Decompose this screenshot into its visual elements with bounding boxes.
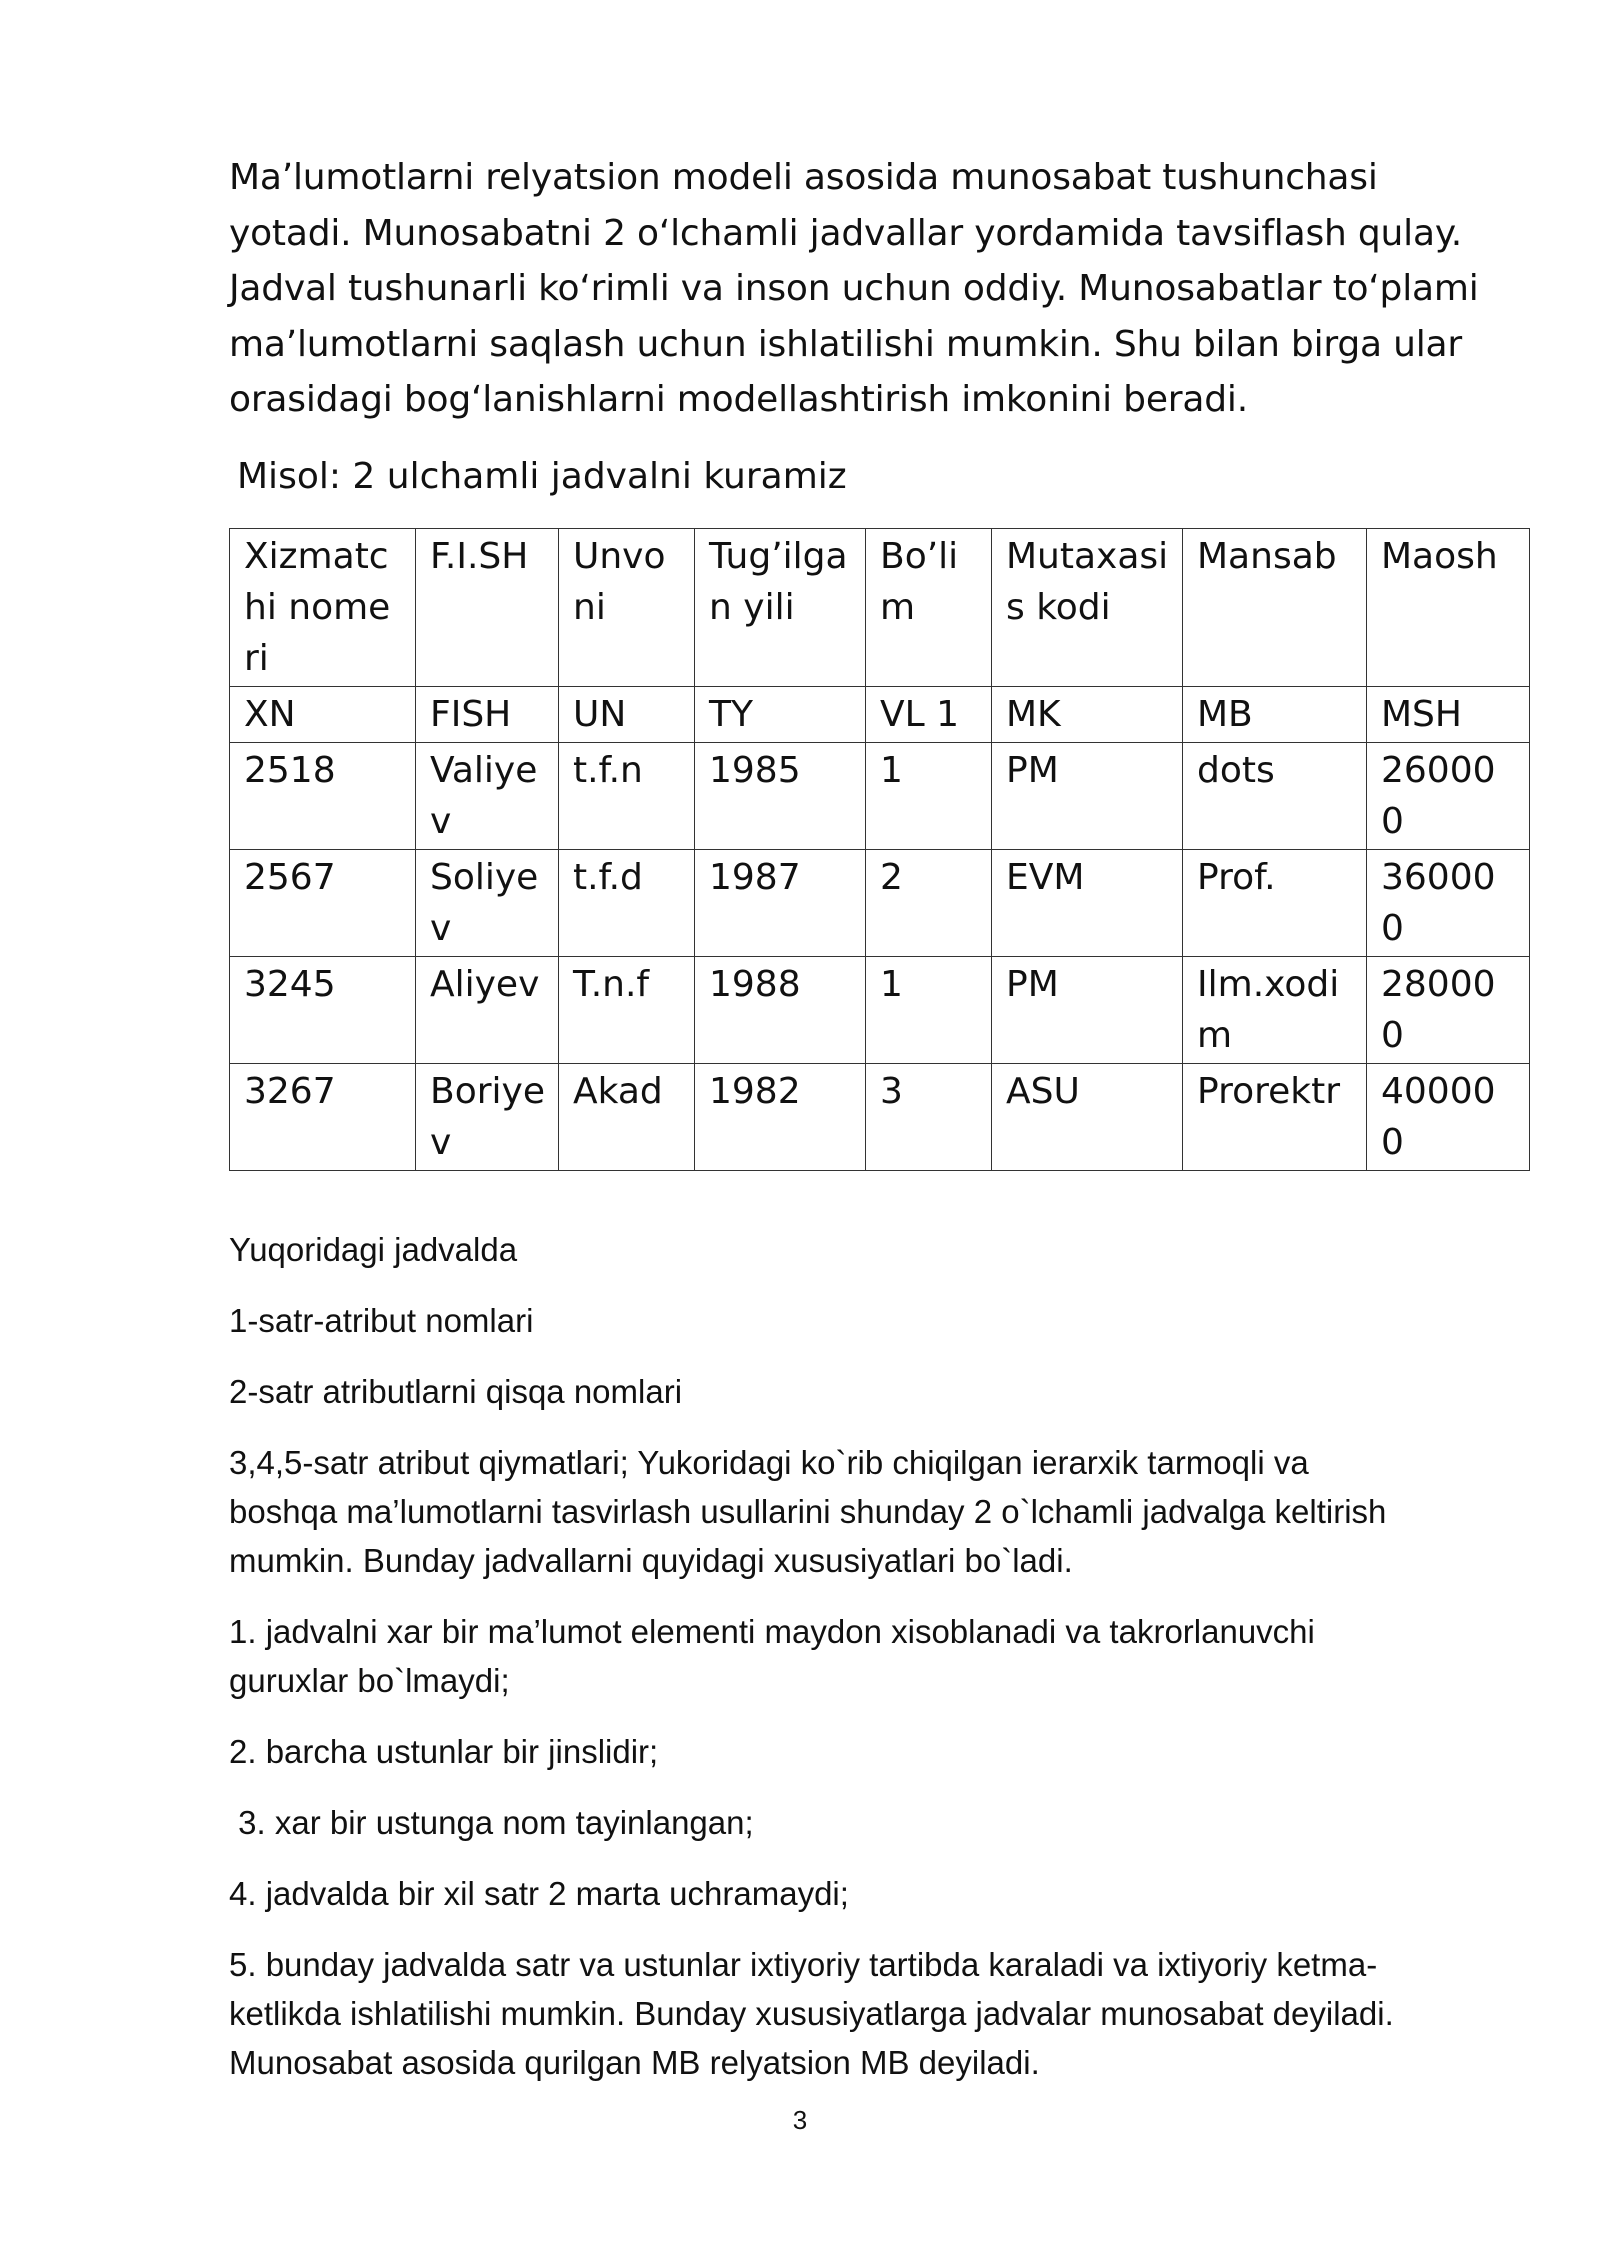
table-cell: Prof. [1183, 850, 1367, 957]
table-cell: 2518 [230, 743, 416, 850]
table-cell: PM [992, 743, 1183, 850]
short-name-cell: MK [992, 687, 1183, 743]
table-cell: dots [1183, 743, 1367, 850]
header-cell: Mutaxasis kodi [992, 529, 1183, 687]
short-name-cell: MSH [1367, 687, 1530, 743]
table-cell: 360000 [1367, 850, 1530, 957]
header-cell: Maosh [1367, 529, 1530, 687]
header-cell: F.I.SH [416, 529, 559, 687]
table-cell: 2567 [230, 850, 416, 957]
property-item-3: 3. xar bir ustunga nom tayinlangan; [229, 1804, 754, 1841]
notes-section [229, 1225, 1549, 2109]
property-item-2: 2. barcha ustunlar bir jinslidir; [229, 1733, 659, 1770]
header-cell: Unvoni [559, 529, 695, 687]
intro-line: yotadi. Munosabatni 2 o‘lchamli jadvallar yordamida tavsiflash qulay. [229, 212, 1463, 254]
header-cell: Bo’lim [866, 529, 992, 687]
table-row [230, 1064, 1530, 1171]
table-cell: 280000 [1367, 957, 1530, 1064]
table-row [230, 850, 1530, 957]
intro-line: ma’lumotlarni saqlash uchun ishlatilishi mumkin. Shu bilan birga ular [229, 323, 1462, 365]
property-item-4: 4. jadvalda bir xil satr 2 marta uchramaydi; [229, 1875, 849, 1912]
table-row [230, 957, 1530, 1064]
note-line: Munosabat asosida qurilgan MB relyatsion MB deyiladi. [229, 2044, 1040, 2081]
table-cell: 1 [866, 957, 992, 1064]
intro-paragraph [229, 150, 1529, 428]
employee-table [229, 528, 1530, 1171]
short-name-cell: VL 1 [866, 687, 992, 743]
short-name-cell: TY [695, 687, 866, 743]
table-cell: t.f.d [559, 850, 695, 957]
note-line: 1. jadvalni xar bir ma’lumot elementi maydon xisoblanadi va takrorlanuvchi [229, 1613, 1315, 1650]
table-cell: Valiyev [416, 743, 559, 850]
notes-heading: Yuqoridagi jadvalda [229, 1231, 518, 1268]
table-cell: t.f.n [559, 743, 695, 850]
note-line: 3,4,5-satr atribut qiymatlari; Yukoridagi ko`rib chiqilgan ierarxik tarmoqli va [229, 1444, 1309, 1481]
header-cell: Xizmatchi nomeri [230, 529, 416, 687]
intro-line: Ma’lumotlarni relyatsion modeli asosida munosabat tushunchasi [229, 157, 1378, 198]
short-name-cell: MB [1183, 687, 1367, 743]
table-row [230, 743, 1530, 850]
note-line: guruxlar bo`lmaydi; [229, 1662, 510, 1699]
table-cell: 3 [866, 1064, 992, 1171]
table-cell: Aliyev [416, 957, 559, 1064]
intro-line: Jadval tushunarli ko‘rimli va inson uchun oddiy. Munosabatlar to‘plami [229, 268, 1479, 309]
table-cell: Akad [559, 1064, 695, 1171]
property-item-5 [229, 1940, 1549, 2087]
table-cell: Soliyev [416, 850, 559, 957]
table-cell: 1 [866, 743, 992, 850]
example-label: Misol: 2 ulchamli jadvalni kuramiz [237, 456, 847, 497]
header-cell: Tug’ilgan yili [695, 529, 866, 687]
table-cell: 1987 [695, 850, 866, 957]
note-line: boshqa ma’lumotlarni tasvirlash usullarini shunday 2 o`lchamli jadvalga keltirish [229, 1493, 1387, 1530]
table-cell: 1985 [695, 743, 866, 850]
table-cell: 3267 [230, 1064, 416, 1171]
page-number: 3 [792, 2105, 808, 2135]
note-row-1: 1-satr-atribut nomlari [229, 1302, 534, 1339]
short-name-cell: FISH [416, 687, 559, 743]
note-row-2: 2-satr atributlarni qisqa nomlari [229, 1373, 683, 1410]
table-cell: ASU [992, 1064, 1183, 1171]
property-item-1 [229, 1607, 1549, 1705]
note-line: mumkin. Bunday jadvallarni quyidagi xususiyatlari bo`ladi. [229, 1542, 1073, 1579]
note-line: 5. bunday jadvalda satr va ustunlar ixtiyoriy tartibda karaladi va ixtiyoriy ketma- [229, 1946, 1378, 1983]
table-cell: 1982 [695, 1064, 866, 1171]
table-cell: T.n.f [559, 957, 695, 1064]
note-line: ketlikda ishlatilishi mumkin. Bunday xususiyatlarga jadvalar munosabat deyiladi. [229, 1995, 1394, 2032]
table-cell: 1988 [695, 957, 866, 1064]
short-name-cell: XN [230, 687, 416, 743]
intro-line: orasidagi bog‘lanishlarni modellashtirish imkonini beradi. [229, 379, 1248, 420]
table-cell: 260000 [1367, 743, 1530, 850]
table-cell: Prorektr [1183, 1064, 1367, 1171]
table-cell: PM [992, 957, 1183, 1064]
table-short-name-row [230, 687, 1530, 743]
table-cell: 2 [866, 850, 992, 957]
table-cell: 400000 [1367, 1064, 1530, 1171]
table-cell: Boriyev [416, 1064, 559, 1171]
short-name-cell: UN [559, 687, 695, 743]
header-cell: Mansab [1183, 529, 1367, 687]
table-cell: Ilm.xodim [1183, 957, 1367, 1064]
table-cell: EVM [992, 850, 1183, 957]
table-header-row [230, 529, 1530, 687]
note-row-345 [229, 1438, 1549, 1585]
table-cell: 3245 [230, 957, 416, 1064]
